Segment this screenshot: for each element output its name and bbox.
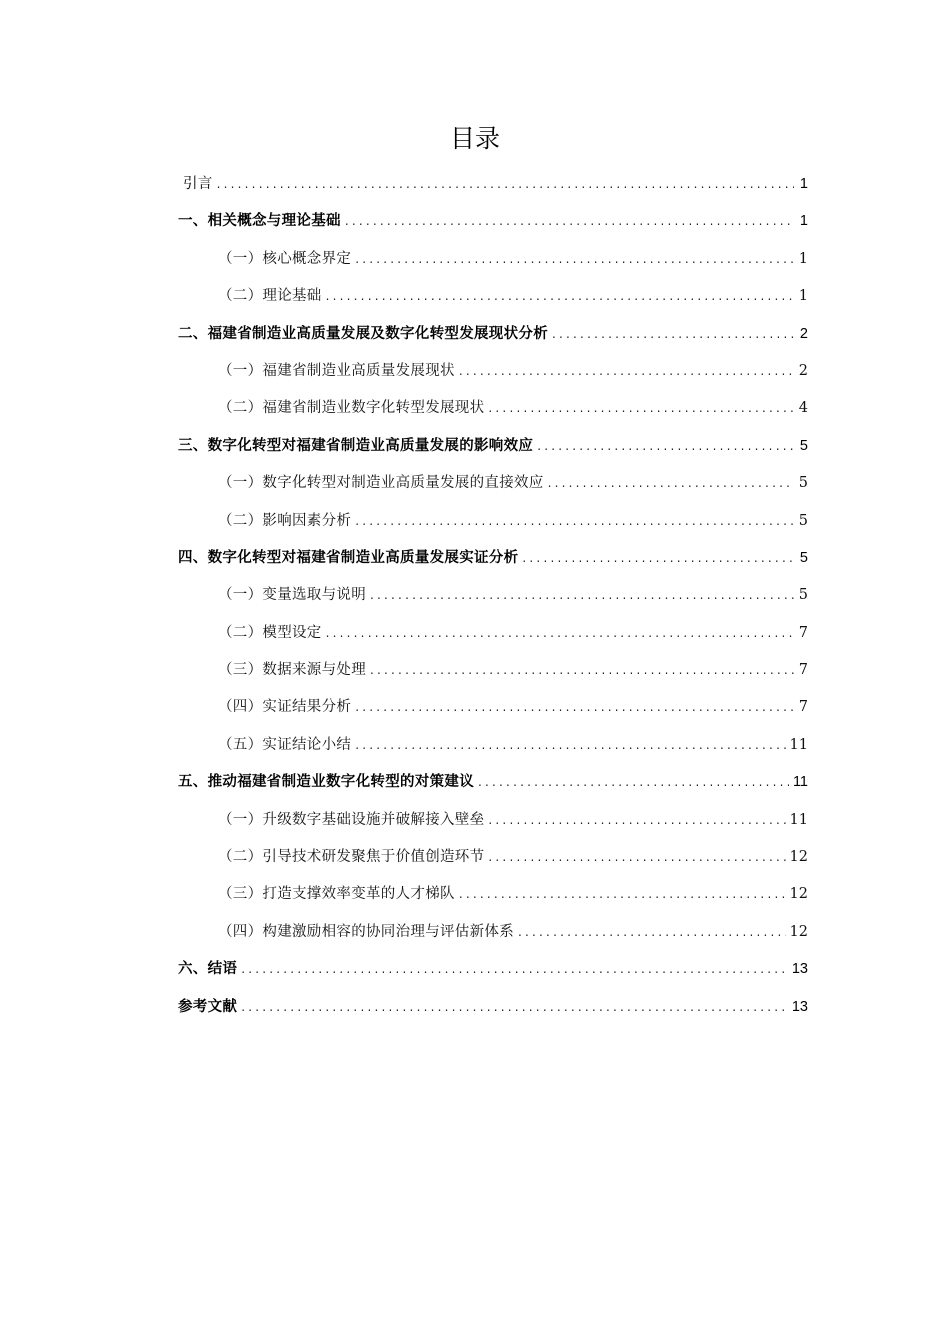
toc-entry-label: （五）实证结论小结 (218, 736, 352, 753)
toc-entry-page: 12 (789, 886, 808, 903)
toc-entry-label: （四）实证结果分析 (218, 699, 352, 716)
toc-entry-label: 三、数字化转型对福建省制造业高质量发展的影响效应 (178, 437, 534, 454)
toc-entry-label: （三）打造支撑效率变革的人才梯队 (218, 886, 455, 903)
toc-entry-page: 5 (799, 549, 808, 566)
toc-dot-leader (478, 764, 789, 801)
toc-list (178, 166, 808, 1026)
toc-entry-page: 5 (798, 512, 808, 529)
toc-entry[interactable] (178, 577, 808, 614)
toc-entry-page: 2 (799, 325, 808, 342)
toc-entry-page: 4 (798, 400, 808, 417)
toc-entry[interactable] (178, 914, 808, 951)
toc-entry[interactable] (178, 241, 808, 278)
toc-entry-label: 二、福建省制造业高质量发展及数字化转型发展现状分析 (178, 325, 548, 342)
toc-entry-page: 13 (791, 961, 808, 978)
toc-entry-label: 引言 (183, 176, 213, 192)
toc-entry-page: 2 (798, 362, 808, 379)
toc-entry[interactable] (178, 353, 808, 390)
toc-entry-label: （一）核心概念界定 (218, 250, 352, 267)
toc-dot-leader (241, 951, 788, 988)
toc-dot-leader (488, 390, 794, 427)
toc-entry-label: 参考文献 (178, 998, 238, 1015)
toc-entry-page: 11 (789, 811, 808, 828)
toc-entry-page: 1 (798, 250, 808, 267)
toc-dot-leader (345, 203, 794, 240)
toc-dot-leader (518, 914, 786, 951)
toc-entry[interactable] (178, 652, 808, 689)
toc-entry-page: 12 (789, 849, 808, 866)
toc-entry[interactable] (178, 390, 808, 427)
toc-entry-label: （一）福建省制造业高质量发展现状 (218, 362, 455, 379)
toc-entry[interactable] (178, 316, 808, 353)
toc-entry-label: 四、数字化转型对福建省制造业高质量发展实证分析 (178, 549, 519, 566)
toc-dot-leader (355, 689, 794, 726)
toc-dot-leader (355, 727, 785, 764)
toc-entry-label: 五、推动福建省制造业数字化转型的对策建议 (178, 774, 474, 791)
toc-entry-page: 12 (789, 923, 808, 940)
toc-entry-label: （二）影响因素分析 (218, 512, 352, 529)
toc-dot-leader (217, 166, 794, 203)
toc-entry[interactable] (178, 278, 808, 315)
toc-entry-page: 7 (798, 624, 808, 641)
toc-dot-leader (488, 802, 785, 839)
toc-entry[interactable] (178, 203, 808, 240)
toc-entry[interactable] (178, 951, 808, 988)
toc-entry-label: （一）升级数字基础设施并破解接入壁垒 (218, 811, 485, 828)
toc-dot-leader (241, 989, 788, 1026)
toc-entry[interactable] (178, 876, 808, 913)
toc-entry-page: 5 (799, 437, 808, 454)
toc-entry-page: 1 (798, 288, 808, 305)
toc-dot-leader (552, 316, 794, 353)
toc-entry[interactable] (178, 764, 808, 801)
toc-entry[interactable] (178, 727, 808, 764)
toc-entry-page: 7 (798, 662, 808, 679)
toc-entry[interactable] (178, 689, 808, 726)
toc-entry[interactable] (178, 615, 808, 652)
toc-entry[interactable] (178, 428, 808, 465)
toc-entry-page: 7 (798, 699, 808, 716)
toc-dot-leader (459, 353, 794, 390)
toc-dot-leader (488, 839, 785, 876)
toc-dot-leader (326, 615, 794, 652)
toc-entry-label: （一）数字化转型对制造业高质量发展的直接效应 (218, 475, 544, 492)
toc-entry-label: 一、相关概念与理论基础 (178, 213, 341, 230)
toc-dot-leader (548, 465, 794, 502)
toc-entry[interactable] (178, 465, 808, 502)
toc-entry-label: （二）福建省制造业数字化转型发展现状 (218, 400, 485, 417)
toc-title: 目录 (449, 124, 500, 153)
toc-dot-leader (370, 577, 794, 614)
toc-dot-leader (459, 876, 786, 913)
toc-entry-page: 11 (792, 774, 808, 791)
toc-dot-leader (326, 278, 794, 315)
toc-entry-label: （二）模型设定 (218, 624, 322, 641)
toc-entry-label: （二）引导技术研发聚焦于价值创造环节 (218, 849, 485, 866)
toc-dot-leader (355, 241, 794, 278)
toc-entry-page: 1 (799, 176, 808, 192)
toc-entry-label: 六、结语 (178, 961, 238, 978)
toc-entry[interactable] (178, 802, 808, 839)
toc-dot-leader (537, 428, 794, 465)
toc-entry-label: （三）数据来源与处理 (218, 662, 366, 679)
toc-entry-label: （一）变量选取与说明 (218, 587, 366, 604)
toc-entry-page: 13 (791, 998, 808, 1015)
toc-entry[interactable] (178, 503, 808, 540)
toc-entry[interactable] (178, 989, 808, 1026)
toc-dot-leader (355, 503, 794, 540)
toc-entry[interactable] (178, 166, 808, 203)
toc-entry-page: 5 (798, 587, 808, 604)
toc-entry[interactable] (178, 540, 808, 577)
toc-entry-page: 5 (798, 475, 808, 492)
toc-entry-page: 1 (799, 213, 808, 230)
toc-dot-leader (370, 652, 794, 689)
toc-entry-page: 11 (789, 736, 808, 753)
toc-entry-label: （二）理论基础 (218, 288, 322, 305)
toc-entry[interactable] (178, 839, 808, 876)
toc-dot-leader (522, 540, 794, 577)
toc-entry-label: （四）构建激励相容的协同治理与评估新体系 (218, 923, 514, 940)
